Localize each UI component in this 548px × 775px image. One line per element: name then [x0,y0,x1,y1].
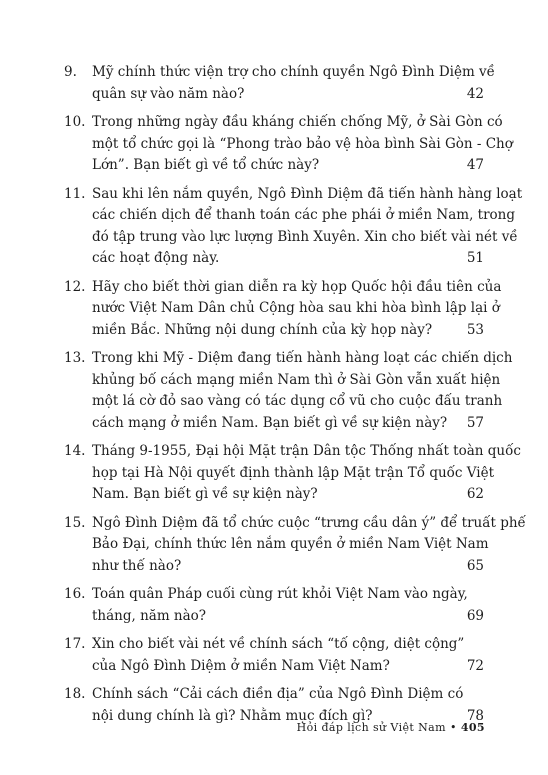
entry-number: 18. [64,686,86,702]
entry-line: Chính sách “Cải cách điền địa” của Ngô Đình Diệm có [92,686,464,702]
entry-line: Xin cho biết vài nét về chính sách “tố cộng, diệt cộng” [92,636,465,652]
entry-number: 13. [64,350,86,366]
entry-line: cách mạng ở miền Nam. Bạn biết gì về sự kiện này? [92,414,448,431]
entry-number: 14. [64,443,86,459]
toc-entry [64,634,484,677]
entry-title [92,634,465,677]
entry-line: các hoạt động này. [92,250,220,266]
entry-line: tháng, năm nào? [92,607,207,624]
entry-number: 9. [64,64,77,80]
entry-line: một tổ chức gọi là “Phong trào bảo vệ hòa bình Sài Gòn - Chợ [92,135,513,152]
entry-line: khủng bố cách mạng miền Nam thì ở Sài Gòn vẫn xuất hiện [92,371,501,388]
entry-line: nước Việt Nam Dân chủ Cộng hòa sau khi hòa bình lập lại ở [92,300,500,316]
entry-page-number: 42 [466,85,484,102]
entry-page-number: 47 [466,157,484,173]
entry-line: quân sự vào năm nào? [92,85,245,102]
toc-entry [64,184,523,270]
entry-number: 16. [64,586,86,602]
toc-entry [64,513,526,578]
entry-line: Bảo Đại, chính thức lên nắm quyền ở miền Nam Việt Nam [92,536,489,552]
toc-entry [64,348,513,434]
toc-entry [64,441,521,506]
entry-page-number: 69 [466,607,484,624]
entry-title [92,584,468,627]
entry-page-number: 62 [466,486,484,502]
entry-page-number: 65 [466,557,484,574]
entry-number: 17. [64,636,86,652]
entry-line: một lá cờ đỏ sao vàng có tác dụng cổ vũ cho cuộc đấu tranh [92,393,503,409]
toc-entry [64,62,495,105]
entry-line: Toán quân Pháp cuối cùng rút khỏi Việt Nam vào ngày, [92,586,468,602]
page-number: 405 [460,721,485,734]
toc-entry [64,584,484,627]
entry-page-number: 53 [466,321,484,338]
entry-line: nội dung chính là gì? Nhằm mục đích gì? [92,707,373,724]
entry-line: họp tại Hà Nội quyết định thành lập Mặt trận Tổ quốc Việt [92,464,495,481]
entry-line: Tháng 9-1955, Đại hội Mặt trận Dân tộc Thống nhất toàn quốc [92,443,521,459]
entry-line: Sau khi lên nắm quyền, Ngô Đình Diệm đã tiến hành hàng loạt [92,185,523,202]
entry-line: của Ngô Đình Diệm ở miền Nam Việt Nam? [92,657,390,674]
entry-page-number: 57 [466,414,484,431]
page-footer [297,721,485,734]
entry-page-number: 51 [466,250,484,266]
entry-line: Ngô Đình Diệm đã tổ chức cuộc “trưng cầu dân ý” để truất phế [92,514,526,531]
entry-line: các chiến dịch để thanh toán các phe phái ở miền Nam, trong [92,207,515,223]
toc-entry [64,112,513,177]
entry-number: 15. [64,514,86,531]
entry-line: Hãy cho biết thời gian diễn ra kỳ họp Quốc hội đầu tiên của [92,278,502,295]
book-title: Hỏi đáp lịch sử Việt Nam [296,721,446,734]
entry-line: miền Bắc. Những nội dung chính của kỳ họp này? [92,321,433,338]
entry-line: đó tập trung vào lực lượng Bình Xuyên. Xin cho biết vài nét về [92,228,518,245]
entry-line: Trong những ngày đầu kháng chiến chống Mỹ, ở Sài Gòn có [92,114,503,130]
entry-line: Lớn”. Bạn biết gì về tổ chức này? [92,157,320,173]
entry-line: Nam. Bạn biết gì về sự kiện này? [92,486,318,502]
toc-entry [64,277,502,342]
footer-separator: • [449,721,457,734]
entry-number: 11. [64,185,86,202]
entry-number: 12. [64,278,86,295]
entry-page-number: 78 [466,707,484,724]
entry-page-number: 72 [466,657,484,674]
entry-number: 10. [64,114,86,130]
entry-line: Mỹ chính thức viện trợ cho chính quyền Ngô Đình Diệm về [92,64,495,80]
entry-line: Trong khi Mỹ - Diệm đang tiến hành hàng loạt các chiến dịch [92,350,513,366]
entry-line: như thế nào? [92,557,182,574]
